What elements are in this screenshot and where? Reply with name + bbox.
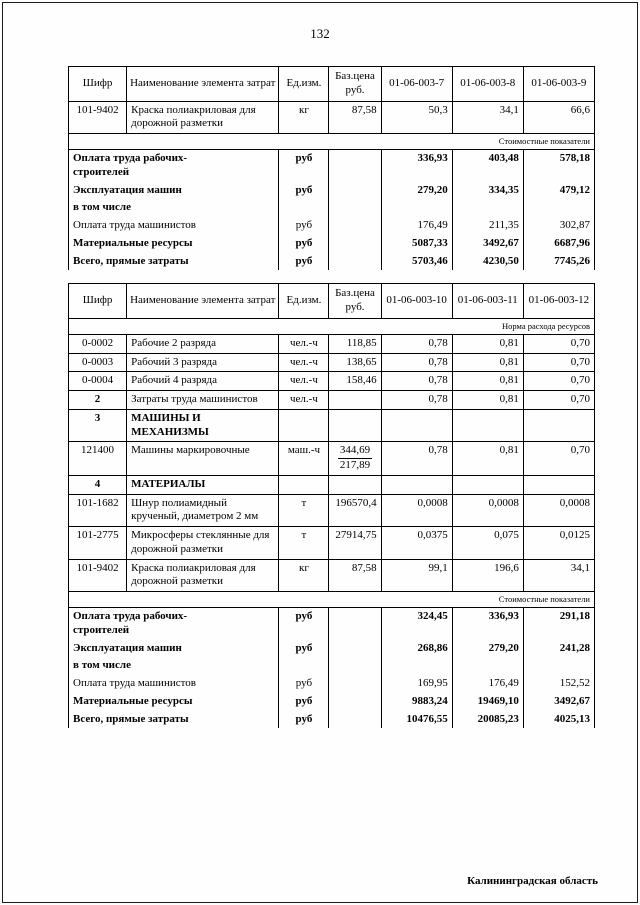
cell-code: 2 (69, 391, 127, 410)
header-norm-code-3: 01-06-003-12 (523, 284, 594, 319)
cell-name (69, 657, 279, 675)
cell-base-price (329, 675, 381, 693)
cell-value-3: 0,70 (523, 353, 594, 372)
table-header-row (69, 284, 595, 319)
cell-value-2: 336,93 (452, 608, 523, 640)
cell-value-2: 403,48 (452, 150, 523, 182)
header-name: Наименование элемента затрат (127, 284, 279, 319)
cell-value-2: 0,81 (452, 372, 523, 391)
cost-name-text: Оплата труда рабочих-строителей (73, 610, 188, 636)
cell-base-price: 138,65 (329, 353, 381, 372)
cell-name (69, 640, 279, 658)
cell-value-2: 0,81 (452, 442, 523, 476)
cell-value-2: 20085,23 (452, 711, 523, 729)
cell-code: 3 (69, 409, 127, 442)
estimate-table-1 (68, 66, 595, 270)
cost-name-text: Оплата труда рабочих-строителей (73, 152, 188, 178)
cost-name-text: Материальные ресурсы (73, 236, 193, 249)
cell-unit: руб (279, 608, 329, 640)
cell-value-3: 302,87 (523, 217, 594, 235)
cell-name (69, 253, 279, 271)
cell-value-2: 0,81 (452, 391, 523, 410)
cell-code: 0-0004 (69, 372, 127, 391)
cell-base-price: 196570,4 (329, 494, 381, 527)
cell-code: 0-0003 (69, 353, 127, 372)
cost-name-text: в том числе (73, 659, 131, 672)
cell-base-price (329, 409, 381, 442)
header-unit: Ед.изм. (279, 67, 329, 102)
cell-value-2 (452, 409, 523, 442)
cost-section-label: Стоимостные показатели (69, 134, 595, 150)
cell-value-1: 268,86 (381, 640, 452, 658)
cell-name (69, 693, 279, 711)
section-band-row (69, 592, 595, 608)
cost-row (69, 253, 595, 271)
cell-unit: руб (279, 693, 329, 711)
cell-name (69, 235, 279, 253)
resource-row (69, 391, 595, 410)
cell-name: Рабочий 4 разряда (127, 372, 279, 391)
cell-value-3: 3492,67 (523, 693, 594, 711)
cell-value-1: 99,1 (381, 559, 452, 592)
cell-name (69, 675, 279, 693)
cell-base-price: 87,58 (329, 559, 381, 592)
cell-base-price (329, 711, 381, 729)
cost-row (69, 675, 595, 693)
cell-base-price: 118,85 (329, 334, 381, 353)
cell-value-3: 0,70 (523, 442, 594, 476)
cell-value-2: 196,6 (452, 559, 523, 592)
cell-unit: руб (279, 235, 329, 253)
cost-name-text: Всего, прямые затраты (73, 712, 189, 725)
cell-base-price (329, 475, 381, 494)
header-norm-code-1: 01-06-003-10 (381, 284, 452, 319)
cell-value-2: 0,81 (452, 353, 523, 372)
cell-value-3 (523, 409, 594, 442)
cell-name (69, 150, 279, 182)
cell-value-2: 0,0008 (452, 494, 523, 527)
header-name: Наименование элемента затрат (127, 67, 279, 102)
resource-row (69, 442, 595, 476)
cell-base-price: 158,46 (329, 372, 381, 391)
cell-name (69, 608, 279, 640)
cell-unit: т (279, 527, 329, 560)
cell-name: Машины маркировочные (127, 442, 279, 476)
region-footer: Калининградская область (467, 875, 598, 887)
cell-unit: руб (279, 675, 329, 693)
cell-value-3: 152,52 (523, 675, 594, 693)
table-header-row (69, 67, 595, 102)
section-band-row (69, 318, 595, 334)
cell-value-3: 7745,26 (523, 253, 594, 271)
cell-value-2: 34,1 (452, 101, 523, 134)
cost-row (69, 711, 595, 729)
cell-value-2: 334,35 (452, 182, 523, 200)
header-norm-code-1: 01-06-003-7 (381, 67, 452, 102)
header-base-price: Баз.цена руб. (329, 284, 381, 319)
cell-value-1: 0,78 (381, 353, 452, 372)
cell-base-price (329, 640, 381, 658)
cell-name (69, 199, 279, 217)
cell-unit: чел.-ч (279, 372, 329, 391)
cell-base-price (329, 150, 381, 182)
cell-value-1 (381, 475, 452, 494)
cost-section-label: Стоимостные показатели (69, 592, 595, 608)
cell-value-3: 34,1 (523, 559, 594, 592)
cell-unit: кг (279, 559, 329, 592)
cell-value-2: 19469,10 (452, 693, 523, 711)
cost-name-text: Эксплуатация машин (73, 183, 182, 196)
cell-unit: руб (279, 150, 329, 182)
header-unit: Ед.изм. (279, 284, 329, 319)
cell-name (69, 217, 279, 235)
cell-value-1: 0,0008 (381, 494, 452, 527)
cell-value-2 (452, 199, 523, 217)
cell-value-1: 279,20 (381, 182, 452, 200)
cell-base-price (329, 608, 381, 640)
cell-value-3: 6687,96 (523, 235, 594, 253)
header-norm-code-2: 01-06-003-11 (452, 284, 523, 319)
cell-name: Затраты труда машинистов (127, 391, 279, 410)
cell-value-3: 4025,13 (523, 711, 594, 729)
cell-unit: чел.-ч (279, 391, 329, 410)
cell-value-1 (381, 409, 452, 442)
section-header-row (69, 409, 595, 442)
cell-name: Шнур полиамидный крученый, диаметром 2 мм (127, 494, 279, 527)
cell-value-1: 176,49 (381, 217, 452, 235)
cell-base-price (329, 657, 381, 675)
cell-value-2: 211,35 (452, 217, 523, 235)
cell-value-1: 0,78 (381, 372, 452, 391)
cell-value-3 (523, 475, 594, 494)
cell-value-1: 169,95 (381, 675, 452, 693)
header-code: Шифр (69, 67, 127, 102)
cell-code: 101-2775 (69, 527, 127, 560)
cell-value-3: 0,70 (523, 391, 594, 410)
cell-value-1: 336,93 (381, 150, 452, 182)
cell-code: 101-9402 (69, 101, 127, 134)
cost-row (69, 608, 595, 640)
cell-base-price (329, 235, 381, 253)
cell-value-3: 0,70 (523, 372, 594, 391)
cell-value-3: 241,28 (523, 640, 594, 658)
cell-value-1: 10476,55 (381, 711, 452, 729)
cell-value-3 (523, 657, 594, 675)
cell-base-price: 87,58 (329, 101, 381, 134)
cell-value-3: 66,6 (523, 101, 594, 134)
cell-unit: руб (279, 711, 329, 729)
cell-value-3: 291,18 (523, 608, 594, 640)
cell-unit (279, 475, 329, 494)
cell-value-1: 0,78 (381, 442, 452, 476)
cell-name: Рабочие 2 разряда (127, 334, 279, 353)
resource-row (69, 353, 595, 372)
cell-name: Микросферы стеклянные для дорожной разметки (127, 527, 279, 560)
cell-name (69, 182, 279, 200)
cost-row (69, 199, 595, 217)
section-band-row (69, 134, 595, 150)
cost-row (69, 150, 595, 182)
resource-row (69, 101, 595, 134)
cell-name: Краска полиакриловая для дорожной разметки (127, 101, 279, 134)
cell-unit: кг (279, 101, 329, 134)
cost-name-text: Материальные ресурсы (73, 694, 193, 707)
price-current: 344,69 (338, 444, 372, 459)
cell-code: 0-0002 (69, 334, 127, 353)
cell-base-price: 27914,75 (329, 527, 381, 560)
header-code: Шифр (69, 284, 127, 319)
cell-code: 4 (69, 475, 127, 494)
cell-value-1: 324,45 (381, 608, 452, 640)
cost-name-text: Всего, прямые затраты (73, 254, 189, 267)
cost-row (69, 693, 595, 711)
cell-value-2 (452, 657, 523, 675)
header-norm-code-3: 01-06-003-9 (523, 67, 594, 102)
cell-name: Краска полиакриловая для дорожной разметки (127, 559, 279, 592)
cell-name (69, 711, 279, 729)
cell-name: МАШИНЫ И МЕХАНИЗМЫ (127, 409, 279, 442)
cost-row (69, 182, 595, 200)
cell-unit: чел.-ч (279, 353, 329, 372)
resource-row (69, 527, 595, 560)
cell-name: Рабочий 3 разряда (127, 353, 279, 372)
cell-value-1: 5703,46 (381, 253, 452, 271)
cell-base-price (329, 693, 381, 711)
cell-name: МАТЕРИАЛЫ (127, 475, 279, 494)
cell-value-2 (452, 475, 523, 494)
cell-base-price (329, 253, 381, 271)
resource-row (69, 559, 595, 592)
header-norm-code-2: 01-06-003-8 (452, 67, 523, 102)
cell-unit: т (279, 494, 329, 527)
cell-value-1 (381, 199, 452, 217)
cell-value-3: 578,18 (523, 150, 594, 182)
cost-row (69, 217, 595, 235)
cell-code: 101-9402 (69, 559, 127, 592)
cell-unit (279, 199, 329, 217)
cell-value-1: 0,78 (381, 391, 452, 410)
cost-name-text: Эксплуатация машин (73, 641, 182, 654)
cell-unit: руб (279, 640, 329, 658)
cell-unit (279, 657, 329, 675)
cell-value-3: 0,0125 (523, 527, 594, 560)
cell-code: 121400 (69, 442, 127, 476)
cost-row (69, 657, 595, 675)
cell-unit: руб (279, 217, 329, 235)
cell-value-2: 279,20 (452, 640, 523, 658)
header-base-price: Баз.цена руб. (329, 67, 381, 102)
section-header-row (69, 475, 595, 494)
cell-value-2: 0,075 (452, 527, 523, 560)
cell-value-2: 0,81 (452, 334, 523, 353)
page-number: 132 (310, 26, 330, 41)
cell-base-price-fraction (329, 442, 381, 476)
resource-row (69, 494, 595, 527)
cell-value-2: 176,49 (452, 675, 523, 693)
cost-row (69, 640, 595, 658)
cell-base-price (329, 182, 381, 200)
price-base: 217,89 (339, 459, 371, 472)
cell-base-price (329, 217, 381, 235)
cell-unit (279, 409, 329, 442)
cell-value-1 (381, 657, 452, 675)
cell-base-price (329, 199, 381, 217)
cost-name-text: Оплата труда машинистов (73, 219, 196, 232)
cell-unit: руб (279, 182, 329, 200)
cell-value-1: 5087,33 (381, 235, 452, 253)
cost-name-text: в том числе (73, 201, 131, 214)
cell-unit: маш.-ч (279, 442, 329, 476)
cell-value-3: 0,0008 (523, 494, 594, 527)
cell-value-1: 0,0375 (381, 527, 452, 560)
cell-code: 101-1682 (69, 494, 127, 527)
cell-value-1: 0,78 (381, 334, 452, 353)
resource-row (69, 334, 595, 353)
cell-base-price (329, 391, 381, 410)
cell-unit: руб (279, 253, 329, 271)
cell-value-1: 9883,24 (381, 693, 452, 711)
cell-value-2: 4230,50 (452, 253, 523, 271)
cell-unit: чел.-ч (279, 334, 329, 353)
cost-name-text: Оплата труда машинистов (73, 677, 196, 690)
cost-row (69, 235, 595, 253)
cell-value-2: 3492,67 (452, 235, 523, 253)
resource-row (69, 372, 595, 391)
norm-section-label: Норма расхода ресурсов (69, 318, 595, 334)
cell-value-1: 50,3 (381, 101, 452, 134)
cell-value-3 (523, 199, 594, 217)
cell-value-3: 479,12 (523, 182, 594, 200)
cell-value-3: 0,70 (523, 334, 594, 353)
estimate-table-2 (68, 283, 595, 728)
